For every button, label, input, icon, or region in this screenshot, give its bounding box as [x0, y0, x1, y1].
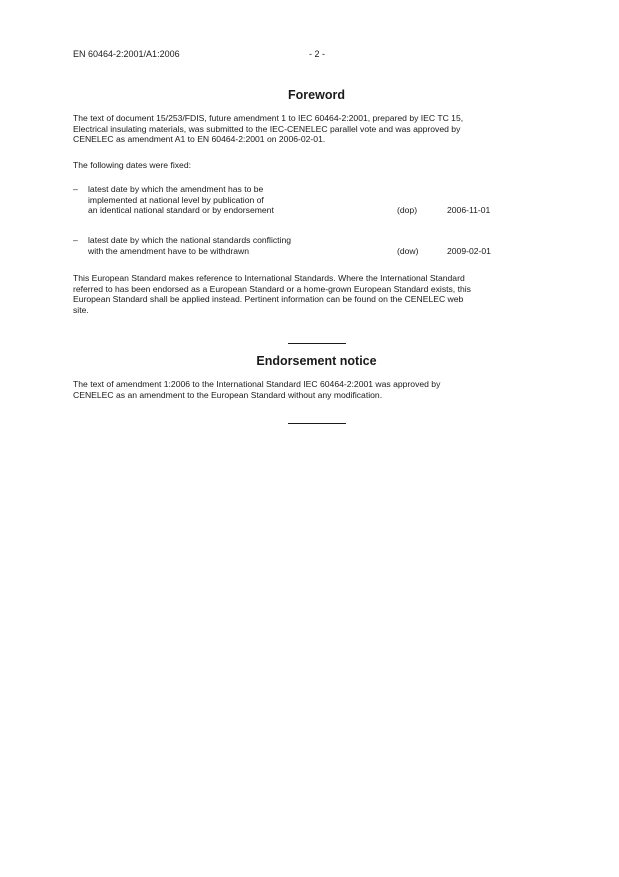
date-abbreviation: (dow) [397, 245, 419, 256]
text-line: The text of amendment 1:2006 to the International Standard IEC 60464-2:2001 was approved by [73, 379, 441, 389]
list-dash: – [73, 184, 78, 194]
section-divider [288, 343, 346, 344]
text-line: site. [73, 305, 89, 316]
endorsement-heading: Endorsement notice [256, 354, 377, 368]
page-number: - 2 - [309, 49, 326, 59]
endorsement-paragraph [73, 379, 560, 400]
date-item-text [88, 235, 388, 256]
text-line: CENELEC as an amendment to the European Standard without any modification. [73, 389, 383, 400]
list-dash: – [73, 235, 78, 245]
text-line: Electrical insulating materials, was submitted to the IEC-CENELEC parallel vote and was approved by [73, 123, 461, 134]
foreword-paragraph-1 [73, 113, 560, 145]
date-item-dop [73, 184, 560, 218]
text-line: European Standard shall be applied instead. Pertinent information can be found on the CENELEC web [73, 294, 464, 305]
text-line: an identical national standard or by endorsement [88, 205, 274, 216]
text-line: This European Standard makes reference to International Standards. Where the International Standard [73, 273, 465, 283]
text-line: with the amendment have to be withdrawn [88, 245, 249, 256]
document-id: EN 60464-2:2001/A1:2006 [73, 49, 180, 59]
foreword-paragraph-2 [73, 273, 560, 316]
date-abbreviation: (dop) [397, 205, 418, 216]
text-line: CENELEC as amendment A1 to EN 60464-2:2001 on 2006-02-01. [73, 134, 326, 145]
dates-intro: The following dates were fixed: [73, 160, 191, 170]
text-line: latest date by which the national standards conflicting [88, 235, 292, 245]
date-item-dow [73, 235, 560, 257]
text-line: referred to has been endorsed as a European Standard or a home-grown European Standard exists, this [73, 283, 471, 294]
section-divider [288, 423, 346, 424]
date-value: 2009-02-01 [447, 245, 491, 256]
text-line: implemented at national level by publication of [88, 194, 264, 205]
text-line: The text of document 15/253/FDIS, future amendment 1 to IEC 60464-2:2001, prepared by IEC TC 15, [73, 113, 464, 123]
text-line: latest date by which the amendment has to be [88, 184, 264, 194]
date-value: 2006-11-01 [447, 205, 491, 216]
date-item-text [88, 184, 388, 216]
foreword-heading: Foreword [288, 88, 345, 102]
